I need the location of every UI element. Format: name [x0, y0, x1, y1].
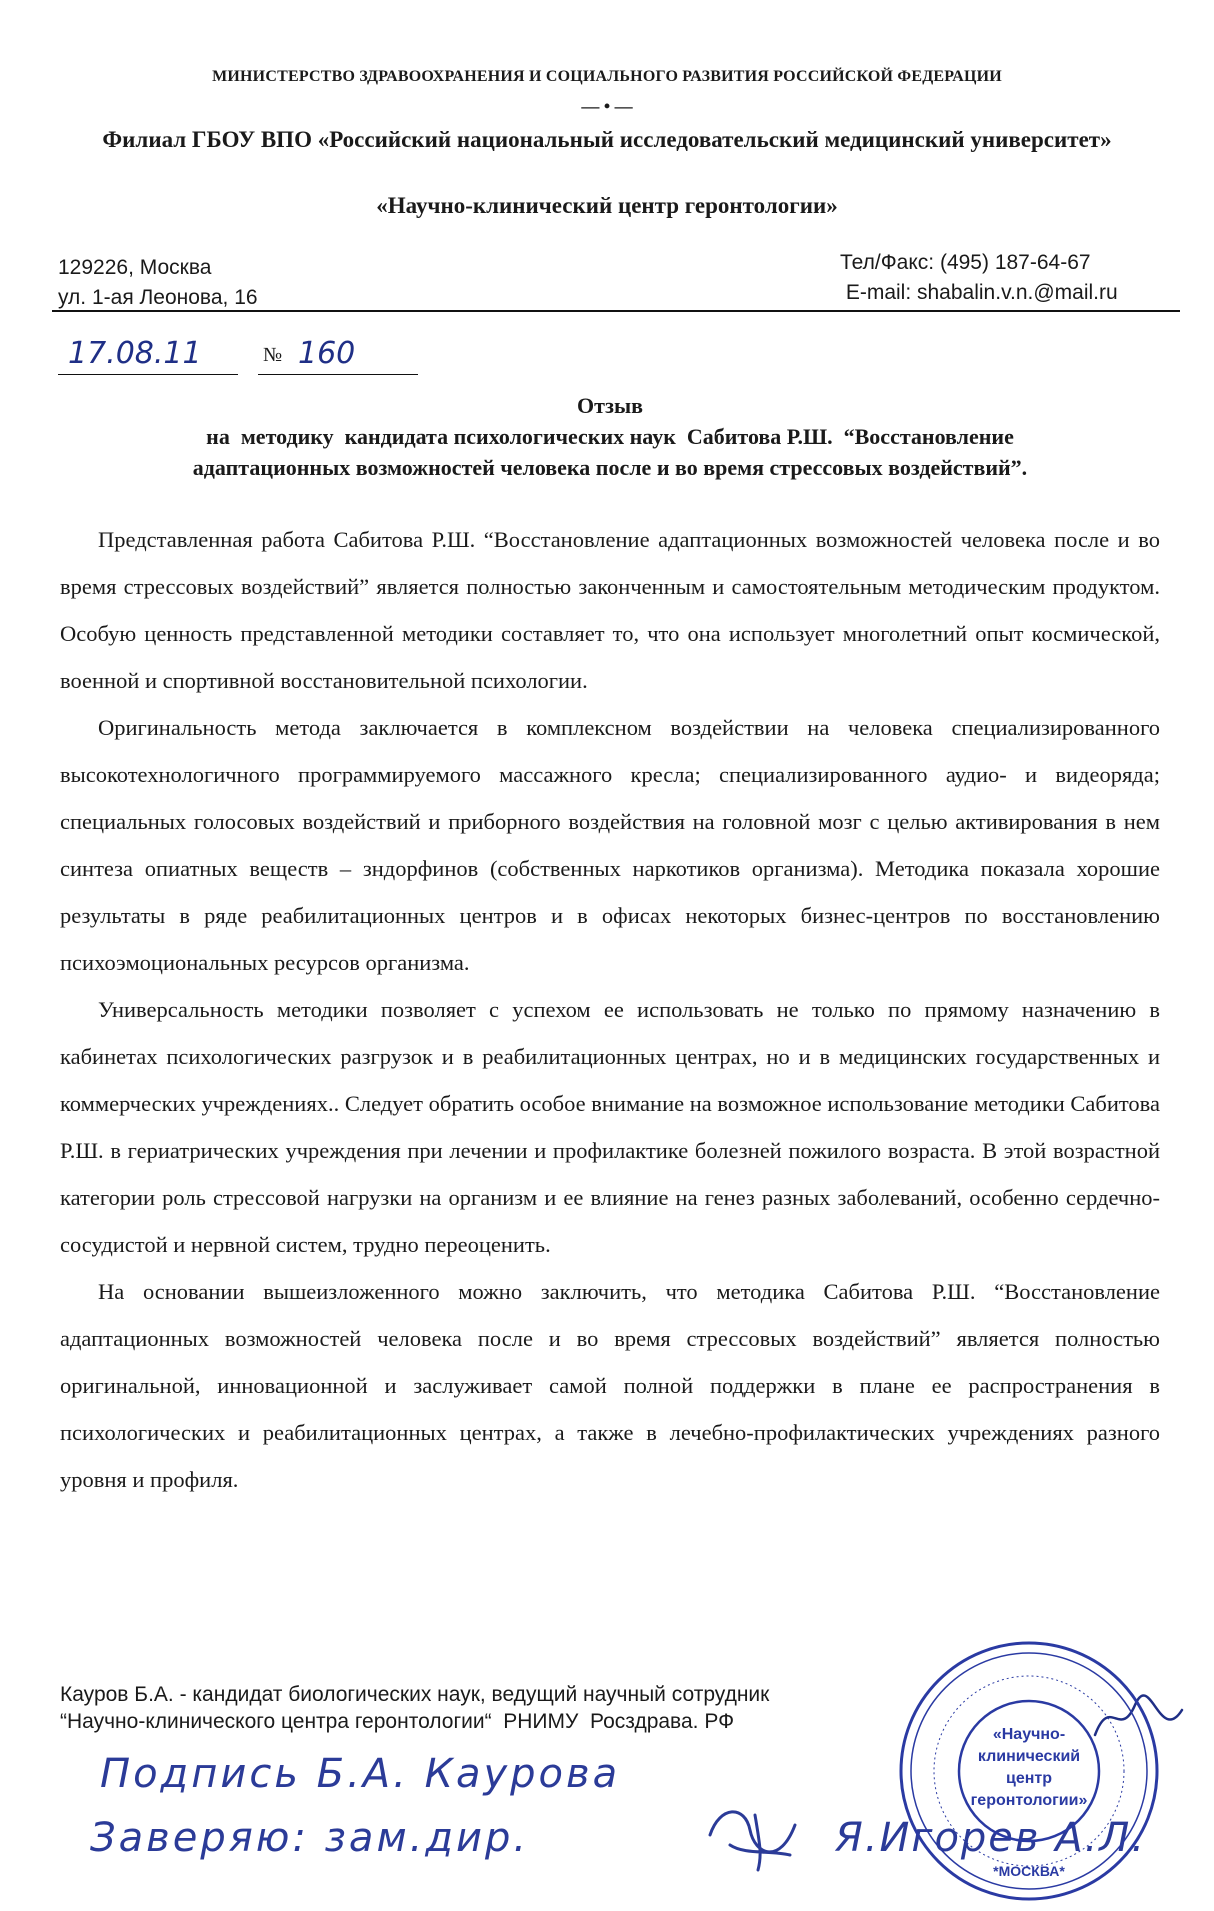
registration-line: [58, 336, 438, 376]
seal-city: *МОСКВА*: [993, 1863, 1065, 1879]
signatory-line-2: “Научно-клинического центра геронтологии“ РНИМУ Росздрава. РФ: [60, 1710, 735, 1733]
number-underline: [258, 374, 418, 375]
paragraph-3: Универсальность методики позволяет с успехом ее использовать не только по прямому назначению в кабинетах психологических разгрузок и в реабилитационных центрах, но и в медицинских государственных и коммерческих учреждениях.. Следует обратить особое внимание на возможное использование методики Сабитова Р.Ш. в гериатрических учреждения при лечении и профилактике болезней пожилого возраста. В этой возрастной категории роль стрессовой нагрузки на организм и ее влияние на генез разных заболеваний, особенно сердечно-сосудистой и нервной систем, трудно переоценить.: [60, 997, 1160, 1257]
title-line-2: на методику кандидата психологических наук Сабитова Р.Ш. “Восстановление: [206, 424, 1014, 449]
signature-block: [60, 1681, 960, 1735]
header-rule: [52, 310, 1180, 312]
seal-line-4: геронтологии»: [970, 1792, 1088, 1809]
contacts-block: [840, 248, 1118, 308]
round-seal: [894, 1636, 1164, 1906]
title-line-3: адаптационных возможностей человека после и во время стрессовых воздействий”.: [192, 455, 1028, 480]
document-title: [70, 390, 1150, 483]
registration-number: 160: [298, 336, 356, 371]
review-body: [60, 516, 1160, 1503]
handwritten-line-2: Заверяю: зам.дир.: [90, 1815, 530, 1861]
email: E-mail: shabalin.v.n.@mail.ru: [840, 281, 1118, 304]
handwritten-name: Я.Игорев А.Л.: [835, 1815, 1147, 1861]
registration-date: 17.08.11: [68, 336, 202, 371]
address-street: ул. 1-ая Леонова, 16: [58, 286, 258, 309]
seal-center-text: [894, 1724, 1164, 1812]
seal-line-1: «Научно-: [992, 1726, 1066, 1743]
address-city: 129226, Москва: [58, 256, 212, 279]
header-divider: — • —: [581, 96, 633, 116]
ministry-header: МИНИСТЕРСТВО ЗДРАВООХРАНЕНИЯ И СОЦИАЛЬНОГО РАЗВИТИЯ РОССИЙСКОЙ ФЕДЕРАЦИИ: [212, 68, 1002, 85]
institution-name: Филиал ГБОУ ВПО «Российский национальный исследовательский медицинский университет»: [102, 127, 1112, 152]
seal-line-2: клинический: [977, 1748, 1081, 1765]
handwritten-line-1: Подпись Б.А. Каурова: [100, 1751, 621, 1797]
paragraph-2: Оригинальность метода заключается в комплексном воздействии на человека специализированного высокотехнологичного программируемого массажного кресла; специализированного аудио- и видеоряда; специальных голосовых воздействий и приборного воздействия на головной мозг с целью активирования в нем синтеза опиатных веществ – зндорфинов (собственных наркотиков организма). Методика показала хорошие результаты в ряде реабилитационных центров и в офисах некоторых бизнес-центров по восстановлению психоэмоциональных ресурсов организма.: [60, 715, 1160, 975]
center-name: «Научно-клинический центр геронтологии»: [376, 193, 838, 218]
number-sign: №: [263, 344, 283, 366]
title-heading: Отзыв: [576, 393, 644, 418]
signature-scribble: [700, 1795, 810, 1875]
paragraph-1: Представленная работа Сабитова Р.Ш. “Восстановление адаптационных возможностей человека после и во время стрессовых воздействий” является полностью законченным и самостоятельным методическим продуктом. Особую ценность представленной методики составляет то, что она использует многолетний опыт космической, военной и спортивной восстановительной психологии.: [60, 527, 1160, 693]
signatory-line-1: Кауров Б.А. - кандидат биологических наук, ведущий научный сотрудник: [60, 1683, 770, 1706]
seal-line-3: центр: [1005, 1770, 1052, 1787]
phone-fax: Тел/Факс: (495) 187-64-67: [840, 251, 1091, 274]
date-underline: [58, 374, 238, 375]
address-block: [58, 253, 258, 313]
paragraph-4: На основании вышеизложенного можно заключить, что методика Сабитова Р.Ш. “Восстановление адаптационных возможностей человека после и во время стрессовых воздействий” является полностью оригинальной, инновационной и заслуживает самой полной поддержки в плане ее распространения в психологических и реабилитационных центрах, а также в лечебно-профилактических учреждениях разного уровня и профиля.: [60, 1279, 1160, 1492]
